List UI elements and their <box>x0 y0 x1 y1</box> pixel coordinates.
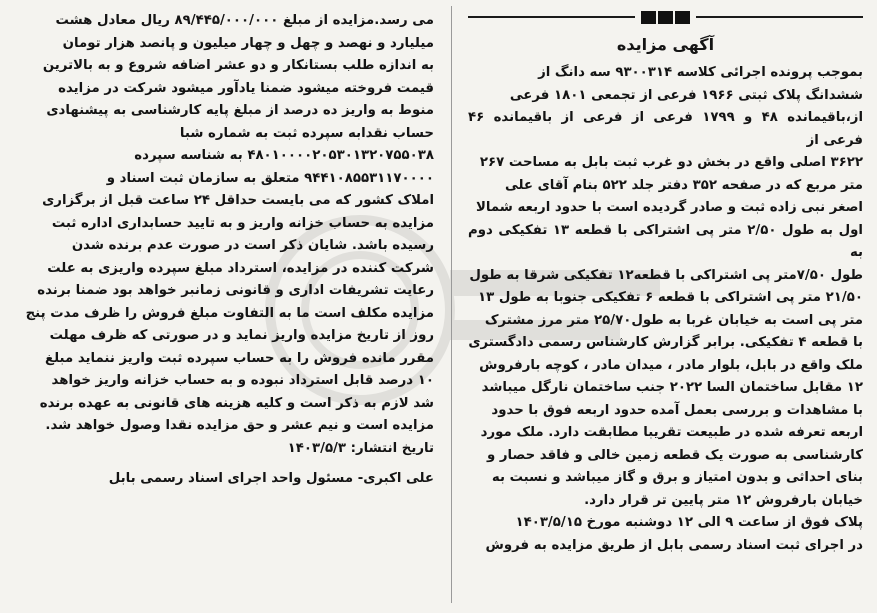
header-ornament <box>468 8 863 26</box>
notice-title: آگهی مزایده <box>616 35 715 54</box>
right-column <box>452 0 877 613</box>
notice-body-right: بموجب پرونده اجرائی کلاسه ۹۳۰۰۳۱۴ سه دانگ از ششدانگ پلاک ثبتی ۱۹۶۶ فرعی از تجمعی ۱۸۰۱ فرعی از،باقیمانده ۴۸ و ۱۷۹۹ فرعی از فرعی از باقیمانده ۴۶ فرعی از ۳۶۲۲ اصلی واقع در بخش دو غرب ثبت بابل به مساحت ۲۶۷ متر مربع که در صفحه ۳۵۲ دفتر جلد ۵۲۲ بنام آقای علی اصغر نبی زاده ثبت و صادر گردیده است با حدود اربعه شمالا اول به طول ۲/۵۰ متر پی اشتراکی با قطعه ۱۳ تفکیکی دوم به طول ۷/۵۰متر پی اشتراکی با قطعه۱۲ تفکیکی شرقا به طول ۲۱/۵۰ متر پی اشتراکی با قطعه ۶ تفکیکی جنوبا به طول ۱۳ متر پی است به خیابان غربا به طول۲۵/۷۰ متر مرز مشترک با قطعه ۴ تفکیکی. برابر گزارش کارشناس رسمی دادگستری ملک واقع در بابل، بلوار مادر ، میدان مادر ، کوچه بارفروش ۱۲ مقابل ساختمان السا ۲۰۲۲ جنب ساختمان نارگل میباشد با مشاهدات و بررسی بعمل آمده حدود اربعه فوق با حدود اربعه تعرفه شده در طبیعت تقریبا مطابقت دارد. ملک مورد کارشناسی به صورت یک قطعه زمین خالی و فاقد حصار و بنای احداثی و بدون امتیاز و برق و گاز میباشد و نسبت به خیابان بارفروش ۱۲ متر پایین تر قرار دارد. پلاک فوق از ساعت ۹ الی ۱۲ دوشنبه مورخ ۱۴۰۳/۵/۱۵ در اجرای ثبت اسناد رسمی بابل از طریق مزایده به فروش <box>468 65 864 553</box>
signature-line: علی اکبری- مسئول واحد اجرای اسناد رسمی بابل <box>108 471 434 486</box>
publish-date: تاریخ انتشار: ۱۴۰۳/۵/۳ <box>287 440 434 456</box>
notice-body-left: می رسد.مزایده از مبلغ ۸۹/۴۴۵/۰۰۰/۰۰۰ ریال معادل هشت میلیارد و نهصد و چهل و چهار میلیون و پانصد هزار تومان به اندازه طلب بستانکار و دو عشر اضافه شروع و به بالاترین قیمت فروخته میشود ضمنا یادآور میشود شرکت در مزایده منوط به واریز ده درصد از مبلغ پایه کارشناسی به پیشنهادی حساب نقدابه سپرده ثبت به شماره شبا ۴۸۰۱۰۰۰۰۲۰۵۳۰۱۳۲۰۷۵۵۰۳۸ به شناسه سپرده ۹۴۴۱۰۸۵۵۳۱۱۷۰۰۰۰ متعلق به سازمان ثبت اسناد و املاک کشور که می بایست حداقل ۲۴ ساعت قبل از برگزاری مزایده به حساب خزانه واریز و به تایید حسابداری اداره ثبت رسیده باشد. شایان ذکر است در صورت عدم برنده شدن شرکت کننده در مزایده، استرداد مبلغ سپرده واریزی به علت رعایت تشریفات اداری و قانونی زمانبر خواهد بود ضمنا برنده مزایده مکلف است ما به التفاوت مبلغ فروش را ظرف مدت پنج روز از تاریخ مزایده واریز نماید و در صورتی که ظرف مهلت مقرر مانده فروش را به حساب سپرده ثبت واریز ننماید مبلغ ۱۰ درصد قابل استرداد نبوده و به حساب خزانه واریز خواهد شد لازم به ذکر است و کلیه هزینه های قانونی به عهده برنده مزایده است و نیم عشر و حق مزایده نقدا وصول خواهد شد. <box>25 13 434 433</box>
